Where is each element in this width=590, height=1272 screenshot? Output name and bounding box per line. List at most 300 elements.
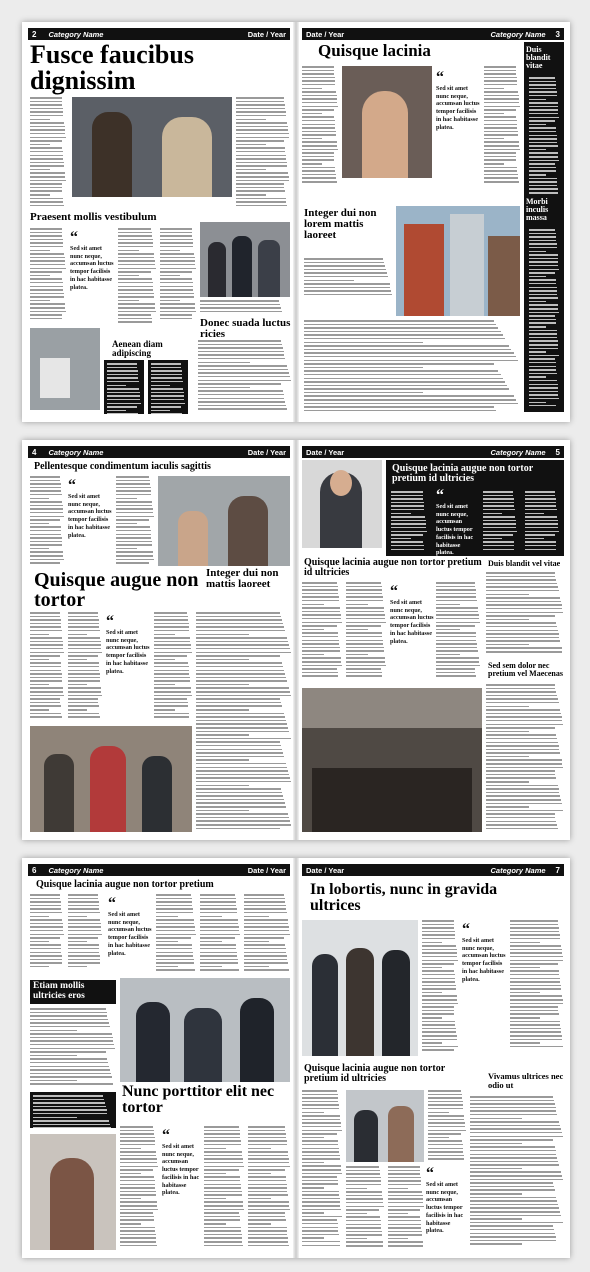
text-line	[68, 677, 100, 679]
text-line	[118, 271, 151, 273]
text-line	[510, 1035, 562, 1037]
text-line	[486, 742, 558, 744]
text-line	[346, 1191, 382, 1193]
text-line	[302, 1158, 340, 1160]
text-line	[486, 781, 529, 783]
text-line	[204, 1227, 241, 1229]
pull-quote-text: Sed sit amet nunc neque, accumsan luctus tempor facilisis in hac habitasse platea.	[390, 598, 434, 645]
text-line	[154, 619, 188, 621]
text-line	[30, 303, 65, 305]
text-line	[486, 824, 557, 826]
text-line	[236, 158, 286, 160]
text-line	[118, 307, 155, 309]
section-headline: Quisque lacinia augue non tortor pretium id ultricies	[304, 557, 482, 578]
sidebar-headline: Morbi inculis massa	[526, 197, 549, 222]
text-line	[198, 351, 284, 353]
text-line	[116, 512, 153, 514]
text-line	[428, 1151, 463, 1153]
text-line	[200, 952, 237, 954]
text-line	[391, 491, 423, 493]
text-line	[198, 394, 284, 396]
text-line	[68, 659, 87, 661]
date-label: Date / Year	[247, 29, 286, 39]
text-line	[236, 190, 285, 192]
text-line	[529, 160, 559, 162]
text-line	[470, 1222, 563, 1224]
text-line	[484, 138, 504, 140]
text-line	[346, 629, 368, 631]
text-line	[196, 673, 285, 675]
text-line	[196, 734, 249, 736]
text-line	[470, 1200, 557, 1202]
text-line	[30, 483, 61, 485]
text-line	[154, 698, 187, 700]
text-line	[486, 810, 563, 812]
text-line	[196, 731, 289, 733]
text-line	[346, 593, 382, 595]
text-line	[529, 156, 558, 158]
text-line	[30, 155, 63, 157]
text-line	[118, 275, 139, 277]
text-line	[302, 672, 338, 674]
text-line	[483, 541, 514, 543]
text-line	[30, 562, 60, 564]
text-line	[196, 623, 283, 625]
text-line	[422, 1017, 442, 1019]
text-line	[302, 1090, 337, 1092]
text-line	[428, 1137, 449, 1139]
text-line	[196, 781, 291, 783]
text-line	[68, 955, 100, 957]
text-line	[470, 1121, 559, 1123]
text-line	[484, 66, 516, 68]
text-line	[116, 501, 152, 503]
text-line	[510, 960, 563, 962]
text-line	[120, 1173, 141, 1175]
text-line	[198, 387, 250, 389]
text-line	[204, 1212, 239, 1214]
text-line	[30, 205, 64, 207]
text-line	[484, 127, 517, 129]
text-line	[151, 385, 170, 387]
text-line	[302, 152, 334, 154]
text-line	[436, 611, 478, 613]
text-line	[486, 594, 529, 596]
text-line	[436, 640, 476, 642]
text-line	[196, 745, 281, 747]
inverted-text-block	[522, 488, 562, 552]
text-line	[196, 695, 291, 697]
text-line	[484, 149, 520, 151]
text-line	[529, 84, 556, 86]
text-line	[302, 654, 324, 656]
text-line	[118, 289, 153, 291]
text-line	[30, 293, 64, 295]
text-line	[156, 937, 191, 939]
photo-office-meeting	[120, 978, 290, 1082]
text-line	[304, 342, 423, 344]
text-line	[486, 828, 558, 830]
text-line	[248, 1198, 271, 1200]
text-line	[470, 1197, 556, 1199]
text-line	[151, 374, 182, 376]
body-text-column	[156, 894, 196, 974]
text-line	[486, 724, 563, 726]
text-line	[302, 622, 342, 624]
text-line	[510, 978, 560, 980]
text-line	[244, 919, 288, 921]
body-text-column	[248, 1126, 290, 1250]
text-line	[346, 1213, 367, 1215]
text-line	[346, 625, 381, 627]
text-line	[154, 648, 191, 650]
date-label: Date / Year	[306, 29, 345, 39]
text-line	[388, 1206, 424, 1208]
text-line	[30, 1080, 77, 1082]
text-line	[68, 923, 101, 925]
text-line	[196, 752, 283, 754]
text-line	[196, 763, 286, 765]
text-line	[118, 268, 156, 270]
text-line	[244, 948, 286, 950]
text-line	[116, 505, 152, 507]
text-line	[422, 1042, 442, 1044]
text-line	[196, 637, 287, 639]
text-line	[198, 344, 282, 346]
text-line	[529, 106, 558, 108]
text-line	[248, 1144, 287, 1146]
text-line	[200, 930, 239, 932]
text-line	[436, 625, 475, 627]
text-line	[30, 498, 49, 500]
text-line	[484, 174, 518, 176]
text-line	[529, 192, 558, 194]
text-line	[302, 589, 338, 591]
page-fold	[293, 440, 299, 840]
text-line	[302, 1151, 339, 1153]
text-line	[486, 763, 562, 765]
text-line	[204, 1158, 243, 1160]
quote-mark-icon: “	[108, 895, 116, 912]
text-line	[200, 937, 235, 939]
text-line	[484, 109, 516, 111]
text-line	[68, 901, 99, 903]
text-line	[304, 320, 494, 322]
text-line	[30, 898, 60, 900]
text-line	[118, 250, 139, 252]
text-line	[302, 600, 339, 602]
section-headline: Integer dui non lorem mattis laoreet	[304, 207, 377, 241]
text-line	[196, 677, 286, 679]
text-line	[204, 1133, 240, 1135]
text-line	[510, 963, 558, 965]
pull-quote	[436, 69, 480, 131]
text-line	[30, 165, 64, 167]
text-line	[510, 938, 560, 940]
text-line	[529, 167, 556, 169]
text-line	[30, 905, 61, 907]
text-line	[529, 81, 556, 83]
text-line	[529, 355, 559, 357]
text-line	[68, 705, 99, 707]
text-line	[30, 623, 61, 625]
text-line	[302, 1198, 340, 1200]
text-line	[484, 181, 519, 183]
text-line	[422, 956, 457, 958]
text-line	[510, 1031, 561, 1033]
text-line	[486, 684, 555, 686]
text-line	[483, 513, 502, 515]
text-line	[68, 941, 87, 943]
text-line	[529, 131, 556, 133]
text-line	[30, 1048, 115, 1050]
page-number: 2	[32, 29, 37, 39]
text-line	[510, 1039, 562, 1041]
text-line	[391, 502, 424, 504]
text-line	[236, 194, 266, 196]
text-line	[30, 908, 61, 910]
text-line	[30, 480, 60, 482]
text-line	[154, 702, 188, 704]
text-line	[302, 629, 324, 631]
text-line	[391, 498, 423, 500]
text-line	[33, 1109, 107, 1111]
text-line	[120, 1130, 154, 1132]
text-line	[68, 944, 99, 946]
text-line	[304, 262, 384, 264]
text-line	[154, 673, 189, 675]
text-line	[302, 636, 338, 638]
text-line	[486, 626, 557, 628]
text-line	[30, 162, 64, 164]
text-line	[422, 1006, 454, 1008]
text-line	[484, 124, 517, 126]
text-line	[204, 1216, 240, 1218]
text-line	[244, 955, 287, 957]
body-text-column	[510, 920, 564, 1050]
text-line	[30, 612, 60, 614]
text-line	[486, 583, 557, 585]
text-line	[486, 716, 562, 718]
text-line	[302, 159, 334, 161]
text-line	[302, 95, 337, 97]
text-line	[118, 286, 153, 288]
text-line	[304, 345, 509, 347]
text-line	[483, 523, 516, 525]
text-line	[156, 944, 192, 946]
date-label: Date / Year	[306, 865, 345, 875]
text-line	[151, 406, 181, 408]
section-headline: Integer dui non mattis laoreet	[206, 567, 279, 590]
text-line	[484, 163, 504, 165]
text-line	[204, 1173, 226, 1175]
text-line	[116, 487, 151, 489]
text-line	[510, 1028, 561, 1030]
body-text-column	[68, 894, 102, 972]
text-line	[248, 1158, 289, 1160]
body-text-column	[30, 228, 66, 323]
text-line	[388, 1241, 423, 1243]
text-line	[151, 410, 170, 412]
text-line	[156, 905, 192, 907]
text-line	[68, 644, 101, 646]
text-line	[436, 647, 477, 649]
text-line	[470, 1171, 561, 1173]
text-line	[484, 91, 518, 93]
text-line	[470, 1233, 555, 1235]
text-line	[116, 562, 149, 564]
text-line	[470, 1143, 522, 1145]
text-line	[154, 626, 189, 628]
text-line	[30, 126, 65, 128]
text-line	[200, 969, 239, 971]
text-line	[529, 380, 557, 382]
pull-quote-text: Sed sit amet nunc neque, accumsan luctus tempor facilisis in hac habitasse platea.	[70, 244, 114, 291]
text-line	[302, 84, 335, 86]
quote-mark-icon: “	[390, 583, 398, 600]
text-line	[470, 1182, 553, 1184]
text-line	[248, 1169, 285, 1171]
text-line	[116, 548, 137, 550]
text-line	[486, 608, 562, 610]
text-line	[30, 264, 65, 266]
text-line	[30, 144, 50, 146]
text-line	[196, 641, 288, 643]
text-line	[304, 392, 423, 394]
text-line	[391, 513, 411, 515]
text-line	[248, 1237, 288, 1239]
text-line	[33, 1095, 103, 1097]
text-line	[302, 177, 336, 179]
text-line	[204, 1162, 243, 1164]
text-line	[510, 934, 560, 936]
text-line	[30, 1040, 113, 1042]
text-line	[302, 138, 322, 140]
text-line	[30, 253, 64, 255]
text-line	[422, 949, 457, 951]
body-text-column	[30, 476, 64, 566]
text-line	[30, 695, 64, 697]
text-line	[244, 901, 285, 903]
text-line	[529, 258, 558, 260]
body-text-column	[244, 894, 290, 974]
text-line	[422, 999, 457, 1001]
text-line	[529, 243, 557, 245]
text-line	[248, 1201, 289, 1203]
text-line	[30, 634, 49, 636]
text-line	[529, 149, 546, 151]
text-line	[244, 969, 289, 971]
text-line	[436, 622, 480, 624]
pull-quote-text: Sed sit amet nunc neque, accumsan luctus tempor facilisis in hac habitasse platea.	[426, 1180, 464, 1235]
text-line	[470, 1204, 558, 1206]
text-line	[248, 1212, 285, 1214]
section-headline: Quisque lacinia augue non tortor pretium id ultricies	[304, 1063, 445, 1084]
text-line	[302, 586, 338, 588]
text-line	[529, 366, 556, 368]
text-line	[120, 1151, 156, 1153]
text-line	[346, 1241, 383, 1243]
text-line	[388, 1173, 420, 1175]
text-line	[30, 151, 63, 153]
text-line	[156, 962, 194, 964]
section-headline: Donec suada luctus ricies	[200, 317, 291, 340]
text-line	[204, 1187, 241, 1189]
text-line	[196, 749, 282, 751]
text-line	[196, 687, 289, 689]
text-line	[196, 709, 249, 711]
text-line	[304, 290, 391, 292]
text-line	[486, 640, 560, 642]
text-line	[120, 1223, 141, 1225]
body-text-column	[120, 1126, 158, 1250]
text-line	[486, 813, 555, 815]
pull-quote-text: Sed sit amet nunc neque, accumsan luctus tempor facilisis in hac habitasse platea.	[462, 936, 506, 983]
text-line	[529, 120, 555, 122]
text-line	[30, 548, 49, 550]
text-line	[428, 1122, 465, 1124]
text-line	[107, 381, 139, 383]
text-line	[486, 738, 557, 740]
text-line	[529, 181, 557, 183]
text-line	[483, 495, 513, 497]
pull-quote	[426, 1165, 468, 1235]
text-line	[422, 945, 456, 947]
text-line	[302, 145, 337, 147]
text-line	[486, 777, 556, 779]
text-line	[484, 70, 516, 72]
text-line	[470, 1243, 522, 1245]
text-line	[116, 498, 137, 500]
text-line	[302, 77, 335, 79]
text-line	[116, 534, 151, 536]
text-line	[200, 300, 279, 302]
text-line	[486, 727, 555, 729]
text-line	[428, 1101, 463, 1103]
text-line	[486, 698, 558, 700]
text-line	[346, 589, 382, 591]
text-line	[236, 201, 286, 203]
text-line	[120, 1133, 154, 1135]
text-line	[30, 534, 61, 536]
text-line	[196, 652, 291, 654]
text-line	[529, 145, 558, 147]
text-line	[120, 1219, 154, 1221]
text-line	[120, 1140, 155, 1142]
body-text-block	[196, 612, 292, 832]
text-line	[388, 1177, 421, 1179]
text-line	[30, 677, 62, 679]
text-line	[302, 611, 340, 613]
text-line	[200, 912, 237, 914]
text-line	[118, 228, 151, 230]
body-text-block	[470, 1096, 564, 1250]
section-headline: Pellentesque condimentum iaculis sagittis	[34, 461, 211, 472]
text-line	[30, 673, 62, 675]
text-line	[436, 665, 480, 667]
text-line	[236, 147, 285, 149]
text-line	[346, 1220, 381, 1222]
text-line	[236, 162, 287, 164]
text-line	[525, 534, 555, 536]
text-line	[302, 625, 337, 627]
text-line	[68, 684, 87, 686]
text-line	[346, 654, 368, 656]
text-line	[248, 1176, 286, 1178]
text-line	[428, 1130, 466, 1132]
text-line	[304, 406, 494, 408]
text-line	[30, 296, 64, 298]
